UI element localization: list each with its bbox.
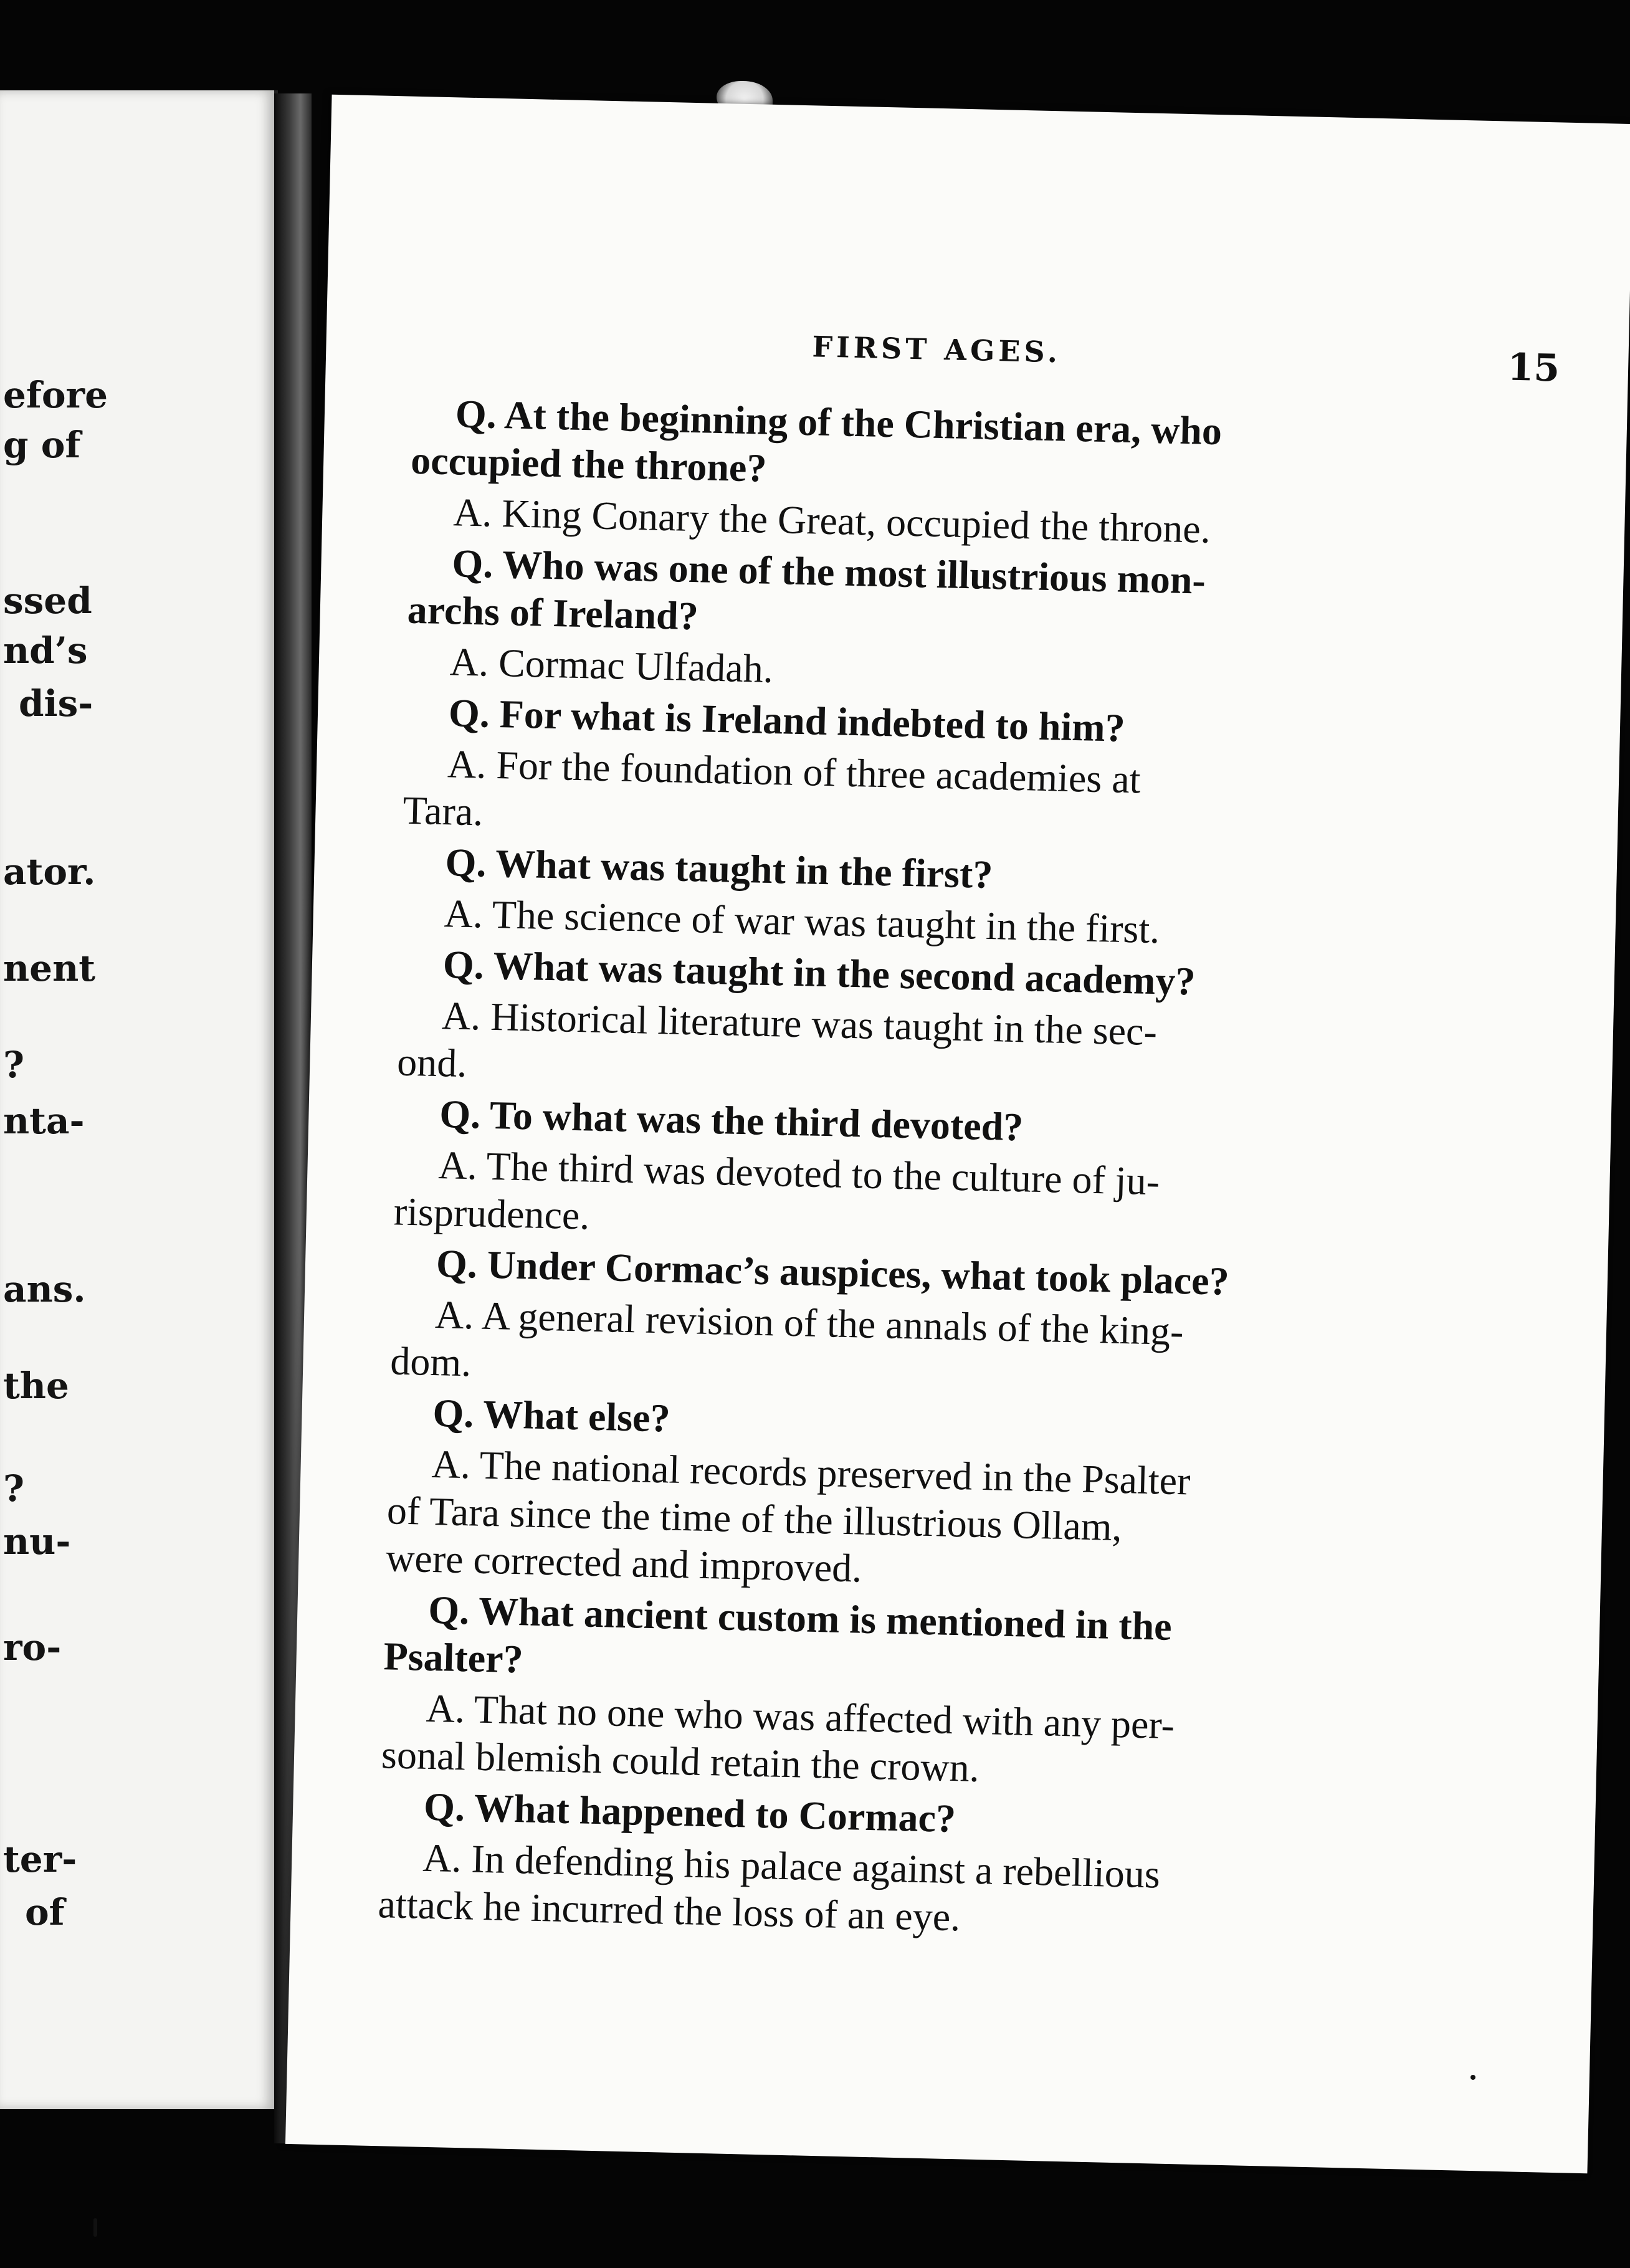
question-paragraph bbox=[407, 539, 1424, 657]
text-line: A. The third was devoted to the culture of ju- bbox=[437, 1143, 1160, 1204]
text-line: Psalter? bbox=[383, 1634, 524, 1682]
answer-paragraph bbox=[397, 991, 1414, 1109]
question-paragraph bbox=[410, 389, 1427, 507]
text-line: Q. Who was one of the most illustrious mon- bbox=[451, 541, 1206, 603]
ink-speck bbox=[93, 2218, 97, 2237]
text-line: A. The science of war was taught in the first. bbox=[444, 891, 1161, 952]
text-line: of Tara since the time of the illustrious Ollam, bbox=[386, 1488, 1123, 1550]
text-line: Q. What ancient custom is mentioned in the bbox=[427, 1587, 1173, 1649]
left-text-fragment: ter- bbox=[3, 1838, 77, 1880]
text-line: A. The national records preserved in the Psalter bbox=[431, 1441, 1191, 1503]
text-line: archs of Ireland? bbox=[407, 587, 699, 639]
text-line: were corrected and improved. bbox=[385, 1535, 863, 1591]
answer-paragraph bbox=[393, 1140, 1411, 1258]
previous-page-fragment bbox=[0, 90, 278, 2109]
answer-paragraph bbox=[390, 1290, 1408, 1408]
text-line: A. King Conary the Great, occupied the throne. bbox=[452, 490, 1211, 551]
answer-paragraph bbox=[378, 1833, 1395, 1951]
left-text-fragment: dis- bbox=[19, 682, 93, 725]
text-line: occupied the throne? bbox=[410, 437, 768, 490]
text-line: risprudence. bbox=[393, 1189, 591, 1238]
text-line: Q. What else? bbox=[432, 1390, 671, 1441]
page-number: 15 bbox=[1507, 345, 1560, 391]
left-text-fragment: ? bbox=[3, 1467, 24, 1510]
left-text-fragment: g of bbox=[3, 424, 81, 466]
text-line: Q. For what is Ireland indebted to him? bbox=[448, 690, 1126, 750]
text-line: A. In defending his palace against a rebellious bbox=[422, 1835, 1161, 1897]
answer-paragraph bbox=[385, 1439, 1404, 1604]
left-text-fragment: nu- bbox=[3, 1520, 71, 1563]
text-line: A. Historical literature was taught in the sec- bbox=[441, 993, 1158, 1054]
text-line: dom. bbox=[389, 1338, 472, 1385]
text-line: Q. At the beginning of the Christian era, who bbox=[455, 391, 1222, 454]
page-header bbox=[326, 319, 1629, 398]
left-text-fragment: nta- bbox=[3, 1100, 85, 1142]
text-line: Q. Under Cormac’s auspices, what took place? bbox=[436, 1241, 1230, 1303]
left-text-fragment: ? bbox=[3, 1044, 24, 1086]
left-text-fragment: ator. bbox=[3, 850, 96, 893]
answer-paragraph bbox=[381, 1684, 1398, 1801]
text-line: A. For the foundation of three academies at bbox=[447, 741, 1141, 802]
left-text-fragment: ssed bbox=[3, 579, 92, 622]
running-head: FIRST AGES. bbox=[811, 330, 1062, 369]
book-page bbox=[285, 95, 1630, 2174]
text-line: A. A general revision of the annals of the king- bbox=[434, 1292, 1184, 1354]
text-line: Q. What happened to Cormac? bbox=[423, 1784, 956, 1841]
left-text-fragment: efore bbox=[3, 374, 108, 416]
left-text-fragment: ans. bbox=[3, 1268, 86, 1310]
text-line: Q. What was taught in the first? bbox=[444, 840, 994, 897]
page-body bbox=[378, 389, 1428, 1955]
left-text-fragment: nd’s bbox=[3, 629, 88, 672]
text-line: Q. What was taught in the second academy? bbox=[442, 942, 1196, 1004]
left-text-fragment: of bbox=[25, 1891, 65, 1933]
left-text-fragment: the bbox=[3, 1365, 69, 1407]
text-line: sonal blemish could retain the crown. bbox=[381, 1732, 980, 1790]
text-line: Tara. bbox=[402, 788, 484, 834]
text-line: A. That no one who was affected with any per- bbox=[426, 1685, 1175, 1748]
text-line: Q. To what was the third devoted? bbox=[439, 1092, 1024, 1150]
answer-paragraph bbox=[403, 740, 1420, 857]
question-paragraph bbox=[383, 1585, 1401, 1703]
text-line: attack he incurred the loss of an eye. bbox=[377, 1882, 961, 1940]
left-text-fragment: ro- bbox=[3, 1626, 62, 1669]
text-line: A. Cormac Ulfadah. bbox=[449, 639, 774, 692]
ink-speck bbox=[1470, 2075, 1475, 2080]
text-line: ond. bbox=[396, 1039, 468, 1086]
left-text-fragment: nent bbox=[3, 947, 96, 989]
